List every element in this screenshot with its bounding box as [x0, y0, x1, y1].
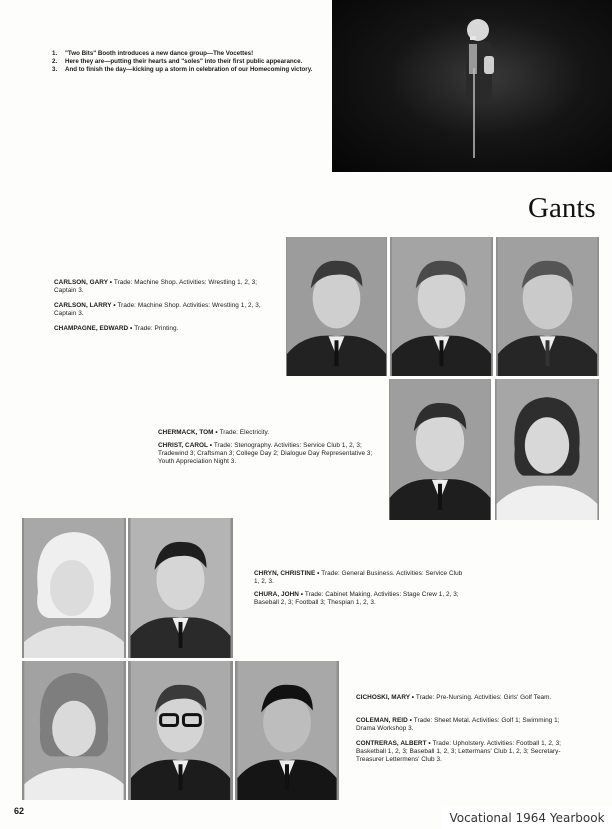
portrait-contreras-albert — [235, 661, 339, 800]
portrait-male — [235, 661, 339, 800]
page-number: 62 — [14, 806, 25, 816]
caption-item: 1. "Two Bits" Booth introduces a new dance group—The Vocettes! — [52, 50, 254, 57]
yearbook-watermark: Vocational 1964 Yearbook — [442, 807, 612, 829]
student-entry: CHRYN, CHRISTINE • Trade: General Business. Activities: Service Club 1, 2, 3. — [254, 570, 463, 585]
portrait-chryn-christine — [22, 518, 126, 658]
student-entry: COLEMAN, REID • Trade: Sheet Metal. Activities: Golf 1; Swimming 1; Drama Workshop 3. — [356, 717, 560, 732]
student-entry: CARLSON, GARY • Trade: Machine Shop. Activities: Wrestling 1, 2, 3; Captain 3. — [54, 279, 258, 294]
portrait-carlson-gary — [286, 237, 387, 376]
performer-figure — [444, 8, 514, 158]
student-entry: CONTRERAS, ALBERT • Trade: Upholstery. Activities: Football 1, 2, 3; Basketball 1, 2, 3; Baseball 1, 2, 3; Lettermans' Club 1, 2, 3; Secretary-Treasurer Lettermens' Club 3. — [356, 740, 562, 763]
student-entry: CARLSON, LARRY • Trade: Machine Shop. Activities: Wrestling 1, 2, 3, Captain 3. — [54, 302, 261, 317]
portrait-male — [286, 237, 387, 376]
portrait-christ-carol — [495, 379, 599, 520]
portrait-female — [22, 661, 126, 800]
caption-item: 3. And to finish the day—kicking up a storm in celebration of our Homecoming victory. — [52, 66, 313, 73]
portrait-male — [389, 379, 491, 520]
portrait-female — [495, 379, 599, 520]
portrait-coleman-reid — [128, 661, 233, 800]
portrait-cichoski-mary — [22, 661, 126, 800]
portrait-male — [390, 237, 493, 376]
student-entry: CICHOSKI, MARY • Trade: Pre-Nursing. Activities: Girls' Golf Team. — [356, 694, 552, 701]
stage-performer-photo — [332, 0, 612, 172]
portrait-male-glasses — [128, 661, 233, 800]
portrait-chura-john — [128, 518, 233, 658]
caption-item: 2. Here they are—putting their hearts and "soles" into their first public appearance. — [52, 58, 303, 65]
student-entry: CHERMACK, TOM • Trade: Electricity. — [158, 429, 270, 436]
portrait-male — [128, 518, 233, 658]
portrait-carlson-larry — [390, 237, 493, 376]
student-entry: CHURA, JOHN • Trade: Cabinet Making. Activities: Stage Crew 1, 2, 3; Baseball 2, 3; Football 3; Thespian 1, 2, 3. — [254, 591, 459, 606]
section-heading: Gants — [528, 192, 596, 224]
portrait-female — [22, 518, 126, 658]
portrait-male — [496, 237, 599, 376]
student-entry: CHAMPAGNE, EDWARD • Trade: Printing. — [54, 325, 179, 332]
student-entry: CHRIST, CAROL • Trade: Stenography. Activities: Service Club 1, 2, 3; Tradewind 3; Craftsman 3; College Day 2; Dialogue Day Representative 3; Youth Appreciation Night 3. — [158, 442, 373, 465]
photo-captions — [52, 50, 324, 74]
portrait-chermack-tom — [389, 379, 491, 520]
portrait-champagne-edward — [496, 237, 599, 376]
